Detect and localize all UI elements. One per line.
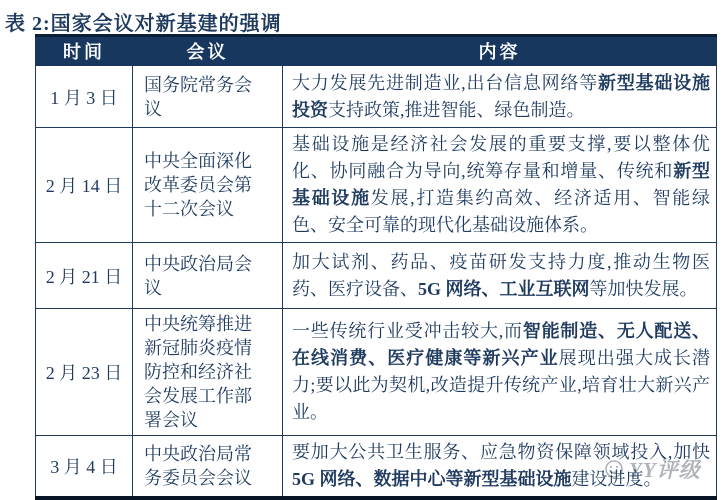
time-cell: 2 月 14 日 bbox=[36, 128, 133, 243]
table-row bbox=[36, 243, 717, 309]
content-cell bbox=[283, 309, 717, 436]
table-row bbox=[36, 436, 717, 499]
watermark-text: YY评级 bbox=[629, 458, 701, 482]
content-cell bbox=[283, 436, 717, 499]
content-segment: 大力发展先进制造业,出台信息网络等 bbox=[292, 72, 599, 93]
content-segment-bold: 新型基础设施 bbox=[292, 161, 710, 208]
content-segment: 展现出强大成长潜力;要以此为契机,改造提升传统产业,培育壮大新兴产业。 bbox=[292, 348, 711, 422]
time-cell: 1 月 3 日 bbox=[36, 66, 133, 128]
content-cell bbox=[283, 66, 717, 128]
meeting-cell: 中央政治局会议 bbox=[133, 243, 283, 309]
header-row bbox=[36, 36, 717, 66]
table-row bbox=[36, 309, 717, 436]
col-header-time: 时间 bbox=[36, 36, 133, 66]
content-segment-bold: 智能制造、无人配送、在线消费、医疗健康等新兴产业 bbox=[292, 321, 711, 368]
col-header-meeting: 会议 bbox=[133, 36, 283, 66]
content-segment: 基础设施是经济社会发展的重要支撑,要以整体优化、协同融合为导向,统筹存量和增量、传统和 bbox=[292, 134, 710, 181]
content-cell bbox=[283, 128, 717, 243]
table-row bbox=[36, 66, 717, 128]
content-segment: 加大试剂、药品、疫苗研发支持力度,推动生物医药、医疗设备、 bbox=[292, 251, 710, 299]
content-segment-bold: 5G 网络、数据中心等新型基础设施 bbox=[292, 469, 572, 489]
time-cell: 2 月 21 日 bbox=[36, 243, 133, 309]
content-segment: 建设进度。 bbox=[571, 469, 662, 489]
content-segment-bold: 新型基础设施投资 bbox=[292, 72, 711, 120]
content-segment-bold: 5G 网络、工业互联网 bbox=[418, 278, 590, 299]
content-segment: 等加快发展。 bbox=[589, 278, 698, 299]
table-title: 表 2:国家会议对新基建的强调 bbox=[5, 13, 282, 35]
content-segment: 要加大公共卫生服务、应急物资保障领域投入,加快 bbox=[292, 442, 710, 462]
meeting-cell: 中央全面深化改革委员会第十二次会议 bbox=[133, 128, 283, 243]
content-segment: 一些传统行业受冲击较大,而 bbox=[292, 321, 523, 341]
table-row bbox=[36, 128, 717, 243]
time-cell: 2 月 23 日 bbox=[36, 309, 133, 436]
time-cell: 3 月 4 日 bbox=[36, 436, 133, 499]
meeting-cell: 国务院常务会议 bbox=[133, 66, 283, 128]
content-cell bbox=[283, 243, 717, 309]
meetings-table bbox=[35, 34, 717, 500]
content-segment: 发展,打造集约高效、经济适用、智能绿色、安全可靠的现代化基础设施体系。 bbox=[292, 188, 711, 235]
col-header-content: 内容 bbox=[283, 36, 717, 66]
meeting-cell: 中央统筹推进新冠肺炎疫情防控和经济社会发展工作部署会议 bbox=[133, 309, 283, 436]
content-segment: 支持政策,推进智能、绿色制造。 bbox=[328, 99, 585, 120]
meeting-cell: 中央政治局常务委员会会议 bbox=[133, 436, 283, 499]
